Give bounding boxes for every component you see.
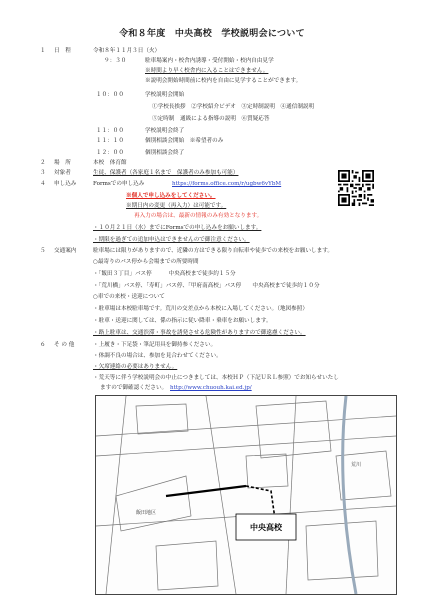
- sched-time: １２：００: [96, 150, 124, 156]
- section-label: 申し込み: [54, 181, 77, 187]
- page-title: 令和８年度 中央高校 学校説明会について: [119, 29, 305, 39]
- access-line: ・「荒川橋」バス停、「寿町」バス停、「甲府南高校」バス停 中央高校まで徒歩約１０分: [93, 283, 320, 289]
- section-number: ５: [40, 248, 46, 254]
- program-items: ①学校長挨拶 ②学校紹介ビデオ ③定時制説明 ④通信制説明: [152, 104, 315, 110]
- sched-time: １１：１０: [96, 138, 124, 144]
- sched-text: 個別相談会終了: [145, 150, 185, 156]
- sched-note: ※時間より早く校舎内に入ることはできません。: [145, 68, 269, 74]
- sched-text: 駐車場案内・校舎内誘導・受付開始・校内自由見学: [145, 58, 274, 64]
- river-label: 荒川: [351, 462, 362, 468]
- sched-time: １１：００: [96, 128, 124, 134]
- forms-link[interactable]: https://forms.office.com/r/ugbw6vYbM: [172, 181, 282, 187]
- target-text: 生徒、保護者（各家庭１名まで 保護者のみ参加も可能）: [93, 170, 239, 176]
- access-line: 駐車場には限りがありますので、近隣の方はできる限り自転車や徒歩での来校をお願いします。: [93, 248, 333, 254]
- notice-late: ・期限を過ぎての追加申込はできませんので御注意ください。: [93, 237, 250, 243]
- section-label: そ の 他: [54, 342, 75, 348]
- venue-text: 本校 体育館: [93, 160, 127, 166]
- sched-time: ９：３０: [104, 58, 127, 64]
- access-line: ・駐車場は本校駐車場です。荒川の交差点から本校に入場してください。（地図参照）: [93, 306, 308, 312]
- section-number: ４: [40, 181, 46, 187]
- event-date: 令和８年１１月３日（火）: [93, 48, 161, 54]
- application-text: Formsでの申し込み: [93, 181, 145, 187]
- program-items: ⑤定時制 通級による指導の説明 ⑥質疑応答: [152, 116, 270, 122]
- school-hp-link[interactable]: http://www.chuouh.kai.ed.jp/: [170, 385, 252, 391]
- notice-deadline: ・１０月２１日（水）までにFormsでの申し込みをお願いします。: [93, 225, 262, 231]
- access-line: ・「飯田３丁目」バス停 中央高校まで徒歩約１５分: [93, 271, 236, 277]
- access-map: [95, 395, 397, 595]
- sched-text: 学校説明会開始: [145, 92, 185, 98]
- area-label: 飯田地区: [136, 510, 157, 516]
- access-line: ・駐車・送迎に関しては、係の指示に従い降車・乗車をお願いします。: [93, 318, 272, 324]
- sched-text: 個別相談会開始 ※希望者のみ: [145, 138, 224, 144]
- sched-time: １０：００: [96, 92, 124, 98]
- section-label: 交通案内: [54, 248, 77, 254]
- sched-text: 学校説明会終了: [145, 128, 185, 134]
- qr-code-icon[interactable]: [338, 170, 374, 206]
- access-line: ○最寄りのバス停から会場までの所要時間: [93, 259, 199, 265]
- sched-note: ※説明会開始時間前に校内を自由に見学することができます。: [145, 78, 302, 84]
- school-label: 中央高校: [250, 523, 282, 532]
- other-line: ・欠席連絡の必要はありません。: [93, 364, 178, 370]
- notice-change: ※期日内の変更（再入力）は可能です。: [126, 203, 227, 209]
- notice-individual: ※個人で申し込みをしてください。: [126, 193, 216, 199]
- other-line: ・上履き・下足袋・筆記用具を御持参ください。: [93, 342, 217, 348]
- section-number: ２: [40, 160, 46, 166]
- section-number: ６: [40, 342, 46, 348]
- map-drawing: [96, 396, 396, 594]
- section-label: 対象者: [54, 170, 71, 176]
- other-line: ・荒天等に伴う学校説明会の中止につきましては、本校ＨＰ（下記ＵＲＬ参照）でお知らせいたし: [93, 375, 339, 381]
- access-line: ○車での来校・送迎について: [93, 294, 165, 300]
- notice-reentry: 再入力の場合は、最新の情報のみ有効となります。: [134, 213, 263, 219]
- section-label: 場 所: [54, 160, 71, 166]
- section-number: ３: [40, 170, 46, 176]
- other-line: ・体調不良の場合は、参加を見合わせてください。: [93, 353, 222, 359]
- section-label: 日 程: [54, 48, 71, 54]
- other-line: ますので御確認ください。: [100, 385, 168, 391]
- access-line: ・路上駐車は、交通渋滞・事故を誘発させる危険性がありますので御遠慮ください。: [93, 330, 306, 336]
- section-number: １: [40, 48, 46, 54]
